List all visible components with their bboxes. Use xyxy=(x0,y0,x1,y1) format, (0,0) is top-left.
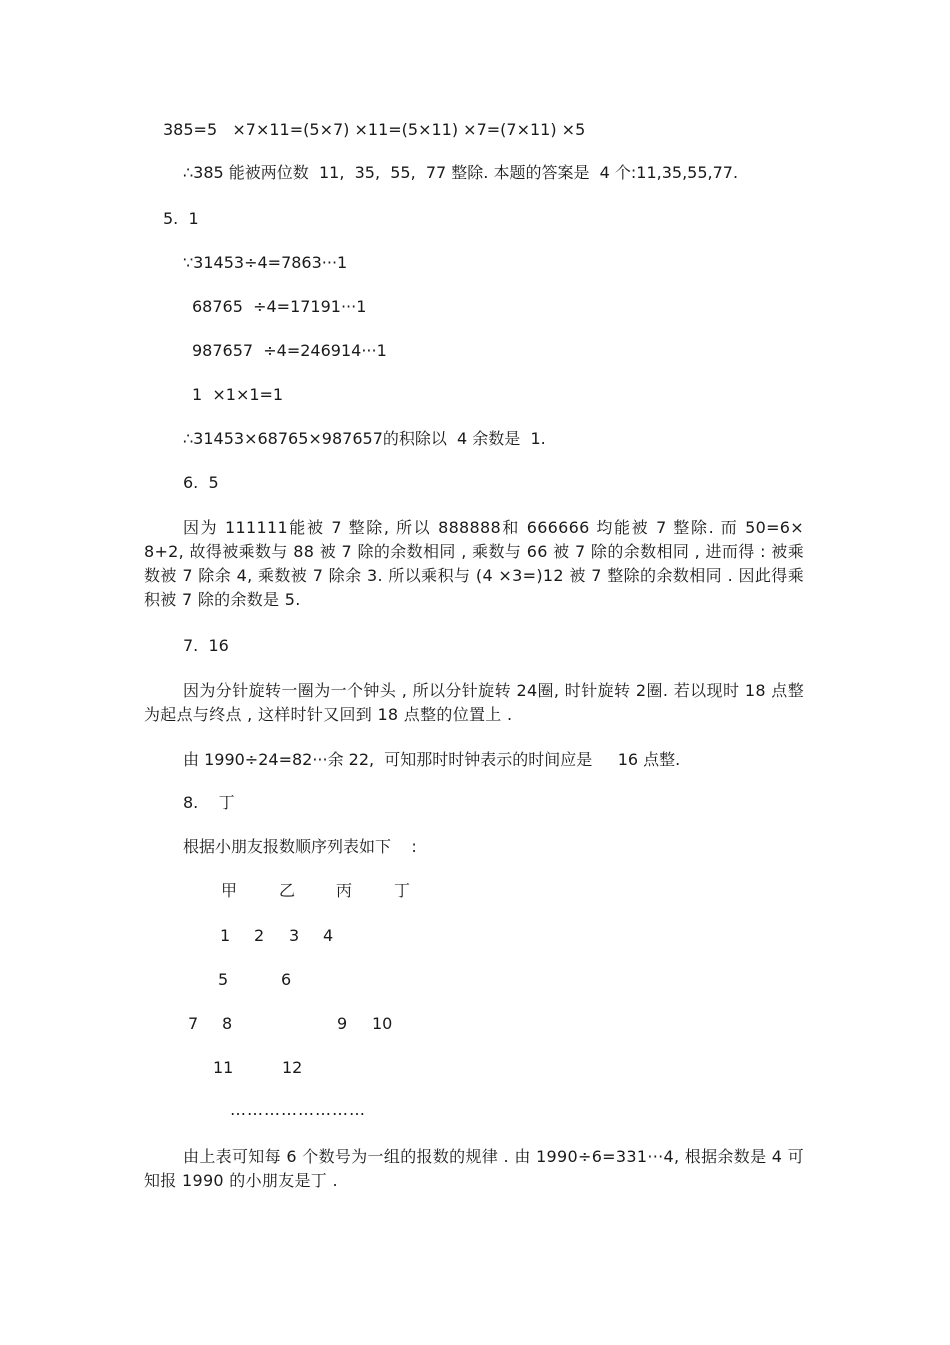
calc-line-3: 987657 ÷4=246914···1 xyxy=(192,341,387,360)
explanation-paragraph: 因为分针旋转一圈为一个钟头 , 所以分针旋转 24圈, 时针旋转 2圈. 若以现时 18 点整为起点与终点 , 这样时针又回到 18 点整的位置上 . xyxy=(144,681,804,724)
factorization-line: 385=5 ×7×11=(5×7) ×11=(5×11) ×7=(7×11) ×5 xyxy=(163,120,586,139)
explanation-line: 由 1990÷24=82···余 22, 可知那时时钟表示的时间应是 16 点整. xyxy=(183,750,681,769)
table-header-jia: 甲 xyxy=(221,881,238,900)
table-cell: 6 xyxy=(281,970,292,989)
calc-line-2: 68765 ÷4=17191···1 xyxy=(192,297,367,316)
table-header-yi: 乙 xyxy=(279,881,296,900)
table-cell: 2 xyxy=(254,926,265,945)
answer-heading-7: 7. 16 xyxy=(183,636,229,655)
calc-line-1: ∵31453÷4=7863···1 xyxy=(183,253,348,272)
table-cell: 5 xyxy=(218,970,229,989)
table-cell: 4 xyxy=(323,926,334,945)
table-intro: 根据小朋友报数顺序列表如下 : xyxy=(183,837,417,856)
explanation-paragraph: 因为 111111能被 7 整除, 所以 888888和 666666 均能被 7 整除. 而 50=6× 8+2, 故得被乘数与 88 被 7 除的余数相同 , 乘数与 66 被 7 除的余数相同 , 进而得 : 被乘数被 7 除余 4, 乘数被 7 除余 3. 所以乘积与 (4 ×3=)12 被 7 整除的余数相同 . 因此得乘积被 7 除的余数是 5. xyxy=(144,518,804,609)
table-cell: 10 xyxy=(372,1014,393,1033)
table-header-bing: 丙 xyxy=(336,881,353,900)
table-header-ding: 丁 xyxy=(394,881,411,900)
conclusion-line: ∴385 能被两位数 11, 35, 55, 77 整除. 本题的答案是 4 个:11,35,55,77. xyxy=(183,163,739,182)
answer-heading-6: 6. 5 xyxy=(183,473,219,492)
table-cell: 7 xyxy=(188,1014,199,1033)
answer-heading-8: 8. 丁 xyxy=(183,793,235,812)
answer-heading-5: 5. 1 xyxy=(163,209,199,228)
table-cell: 9 xyxy=(337,1014,348,1033)
table-cell: 1 xyxy=(220,926,231,945)
conclusion-line: ∴31453×68765×987657的积除以 4 余数是 1. xyxy=(183,429,546,448)
table-cell: 3 xyxy=(289,926,300,945)
table-cell: 11 xyxy=(213,1058,234,1077)
table-cell: 12 xyxy=(282,1058,303,1077)
table-ellipsis: …………………… xyxy=(230,1100,366,1119)
explanation-paragraph: 由上表可知每 6 个数号为一组的报数的规律 . 由 1990÷6=331···4, 根据余数是 4 可知报 1990 的小朋友是丁 . xyxy=(144,1147,804,1190)
table-cell: 8 xyxy=(222,1014,233,1033)
calc-line-4: 1 ×1×1=1 xyxy=(192,385,284,404)
